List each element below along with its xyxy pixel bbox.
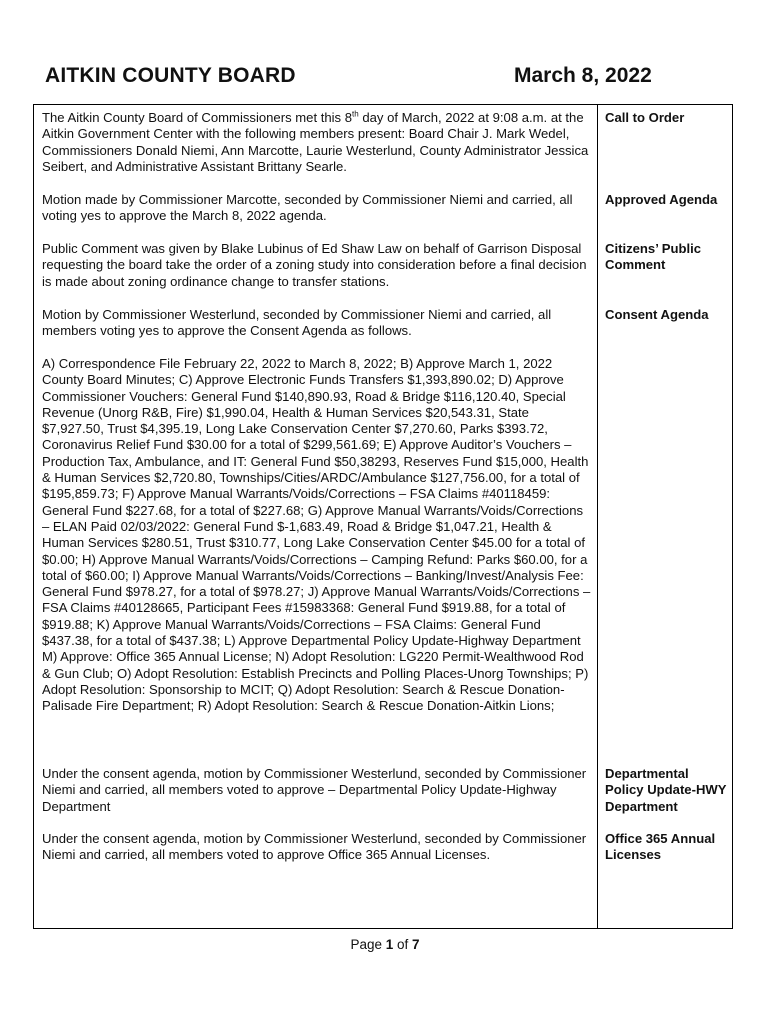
approved-agenda-label: Approved Agenda — [605, 192, 718, 207]
consent-agenda-label: Consent Agenda — [605, 307, 709, 322]
page-footer — [0, 937, 770, 952]
ordinal-suffix: th — [352, 109, 359, 119]
call-to-order-text — [42, 110, 592, 175]
call-to-order-label: Call to Order — [605, 110, 685, 125]
consent-agenda-text: Motion by Commissioner Westerlund, seconded by Commissioner Niemi and carried, all members voting yes to approve the Consent Agenda as follows. — [42, 307, 552, 339]
citizens-public-comment-text: Public Comment was given by Blake Lubinus of Ed Shaw Law on behalf of Garrison Disposal requesting the board take the order of a zoning study into consideration before a final decision is made about zoning ordinance change to transfer stations. — [42, 241, 587, 289]
board-title: AITKIN COUNTY BOARD — [45, 64, 296, 87]
meeting-date: March 8, 2022 — [514, 64, 652, 87]
call-to-order-text-end: day of March, 2022 at 9:08 a.m. at the Aitkin Government Center with the following members present: Board Chair J. Mark Wedel, Commissioners Donald Niemi, Ann Marcotte, Laurie Westerlund, County Administrator Jessica Seibert, and Administrative Assistant Brittany Searle. — [42, 110, 589, 174]
document-header — [45, 64, 685, 92]
departmental-policy-label: Departmental Policy Update-HWY Department — [605, 766, 727, 814]
office-365-text: Under the consent agenda, motion by Commissioner Westerlund, seconded by Commissioner Niemi and carried, all members voted to approve Office 365 Annual Licenses. — [42, 831, 587, 863]
minutes-table — [33, 104, 733, 929]
office-365-label: Office 365 Annual Licenses — [605, 831, 716, 863]
page-number: 1 — [385, 937, 394, 952]
call-to-order-text-start: The Aitkin County Board of Commissioners met this 8 — [42, 110, 353, 125]
citizens-public-comment-label: Citizens’ Public Comment — [605, 241, 702, 273]
departmental-policy-text: Under the consent agenda, motion by Commissioner Westerlund, seconded by Commissioner Niemi and carried, all members voted to approve – Departmental Policy Update-Highway Department — [42, 766, 587, 814]
page-word: Page — [350, 937, 382, 952]
of-word: of — [397, 937, 409, 952]
column-divider — [597, 105, 598, 928]
approved-agenda-text: Motion made by Commissioner Marcotte, seconded by Commissioner Niemi and carried, all voting yes to approve the March 8, 2022 agenda. — [42, 192, 573, 224]
consent-agenda-items: A) Correspondence File February 22, 2022 to March 8, 2022; B) Approve March 1, 2022 County Board Minutes; C) Approve Electronic Funds Transfers $1,393,890.02; D) Approve Commissioner Vouchers: General Fund $140,890.93, Road & Bridge $116,120.40, Special Revenue (Unorg R&B, Fire) $1,990.04, Health & Human Services $20,543.31, State $7,927.50, Trust $4,395.19, Long Lake Conservation Center $7,270.60, Parks $393.72, Coronavirus Relief Fund $30.00 for a total of $299,561.69; E) Approve Auditor’s Vouchers – Production Tax, Ambulance, and IT: General Fund $50,38293, Reserves Fund $15,000, Health & Human Services $2,720.80, Townships/Cities/ARDC/Ambulance $127,756.00, for a total of $195,859.73; F) Approve Manual Warrants/Voids/Corrections – FSA Claims #40118459: General Fund $227.68, for a total of $227.68; G) Approve Manual Warrants/Voids/Corrections – ELAN Paid 02/03/2022: General Fund $-1,683.49, Road & Bridge $1,047.21, Health & Human Services $280.51, Trust $310.77, Long Lake Conservation Center $45.00 for a total of $0.00; H) Approve Manual Warrants/Voids/Corrections – Camping Refund: Parks $60.00, for a total of $60.00; I) Approve Manual Warrants/Voids/Corrections – Banking/Invest/Analysis Fee: General Fund $978.27, for a total of $978.27; J) Approve Manual Warrants/Voids/Corrections – FSA Claims #40128665, Participant Fees #15983368: General Fund $919.88, for a total of $919.88; K) Approve Manual Warrants/Voids/Corrections – FSA Claims: General Fund $437.38, for a total of $437.38; L) Approve Departmental Policy Update-Highway Department M) Approve: Office 365 Annual License; N) Adopt Resolution: LG220 Permit-Wealthwood Rod & Gun Club; O) Adopt Resolution: Establish Precincts and Polling Places-Unorg Townships; P) Adopt Resolution: Sponsorship to MCIT; Q) Adopt Resolution: Search & Rescue Donation-Palisade Fire Department; R) Adopt Resolution: Search & Rescue Donation-Aitkin Lions; — [42, 356, 591, 714]
page-total: 7 — [412, 937, 420, 952]
